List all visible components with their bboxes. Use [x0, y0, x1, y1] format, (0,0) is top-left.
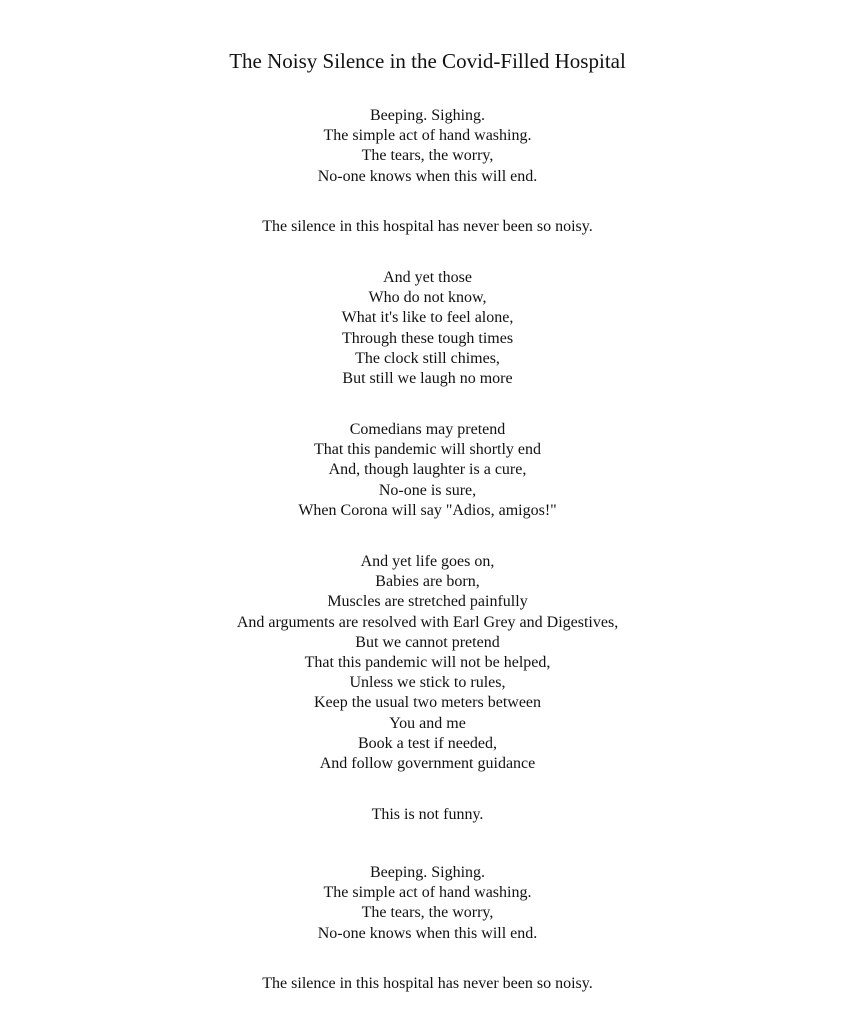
- poem-line: The simple act of hand washing.: [323, 884, 532, 902]
- stanza-1: [0, 106, 855, 187]
- poem-line: What it's like to feel alone,: [341, 309, 514, 327]
- poem-line: The clock still chimes,: [355, 349, 500, 367]
- poem-line: Babies are born,: [375, 573, 480, 591]
- poem-line: Muscles are stretched painfully: [327, 593, 528, 611]
- poem-line: The tears, the worry,: [361, 147, 494, 165]
- poem-line: And yet life goes on,: [360, 553, 495, 570]
- poem-line: But still we laugh no more: [342, 370, 513, 388]
- poem-line: That this pandemic will not be helped,: [304, 654, 551, 672]
- poem-line: And, though laughter is a cure,: [328, 461, 527, 479]
- stanza-3: [0, 268, 855, 389]
- poem-line: You and me: [389, 714, 466, 732]
- poem-line: Beeping. Sighing.: [369, 864, 486, 881]
- poem-line: Who do not know,: [368, 289, 487, 307]
- poem-line: No-one is sure,: [378, 481, 477, 499]
- poem-line: No-one knows when this will end.: [317, 167, 538, 185]
- poem-line: That this pandemic will shortly end: [313, 441, 542, 459]
- poem-line: Beeping. Sighing.: [369, 107, 486, 124]
- poem-line: Unless we stick to rules,: [349, 674, 506, 692]
- poem-title: The Noisy Silence in the Covid-Filled Hospital: [229, 49, 626, 73]
- poem-line: Keep the usual two meters between: [313, 694, 542, 712]
- stanza-4: [0, 420, 855, 521]
- stanza-6: [0, 805, 855, 825]
- stanza-8: [0, 974, 855, 994]
- stanza-7: [0, 863, 855, 944]
- poem-line: And follow government guidance: [319, 755, 536, 773]
- poem-line: When Corona will say "Adios, amigos!": [298, 501, 557, 519]
- poem-line: This is not funny.: [371, 806, 484, 823]
- poem-line: No-one knows when this will end.: [317, 924, 538, 942]
- poem-line: Book a test if needed,: [357, 734, 498, 752]
- poem-line: The tears, the worry,: [361, 904, 494, 922]
- poem-line: And arguments are resolved with Earl Grey and Digestives,: [236, 613, 619, 631]
- poem-line: But we cannot pretend: [355, 633, 500, 651]
- poem-line: Comedians may pretend: [349, 421, 506, 438]
- poem-line: The silence in this hospital has never been so noisy.: [262, 975, 593, 992]
- stanza-5: [0, 552, 855, 774]
- poem-line: The simple act of hand washing.: [323, 127, 532, 145]
- poem-line: The silence in this hospital has never been so noisy.: [262, 218, 593, 235]
- poem-line: Through these tough times: [341, 329, 514, 347]
- stanza-2: [0, 217, 855, 237]
- poem-line: And yet those: [383, 269, 472, 286]
